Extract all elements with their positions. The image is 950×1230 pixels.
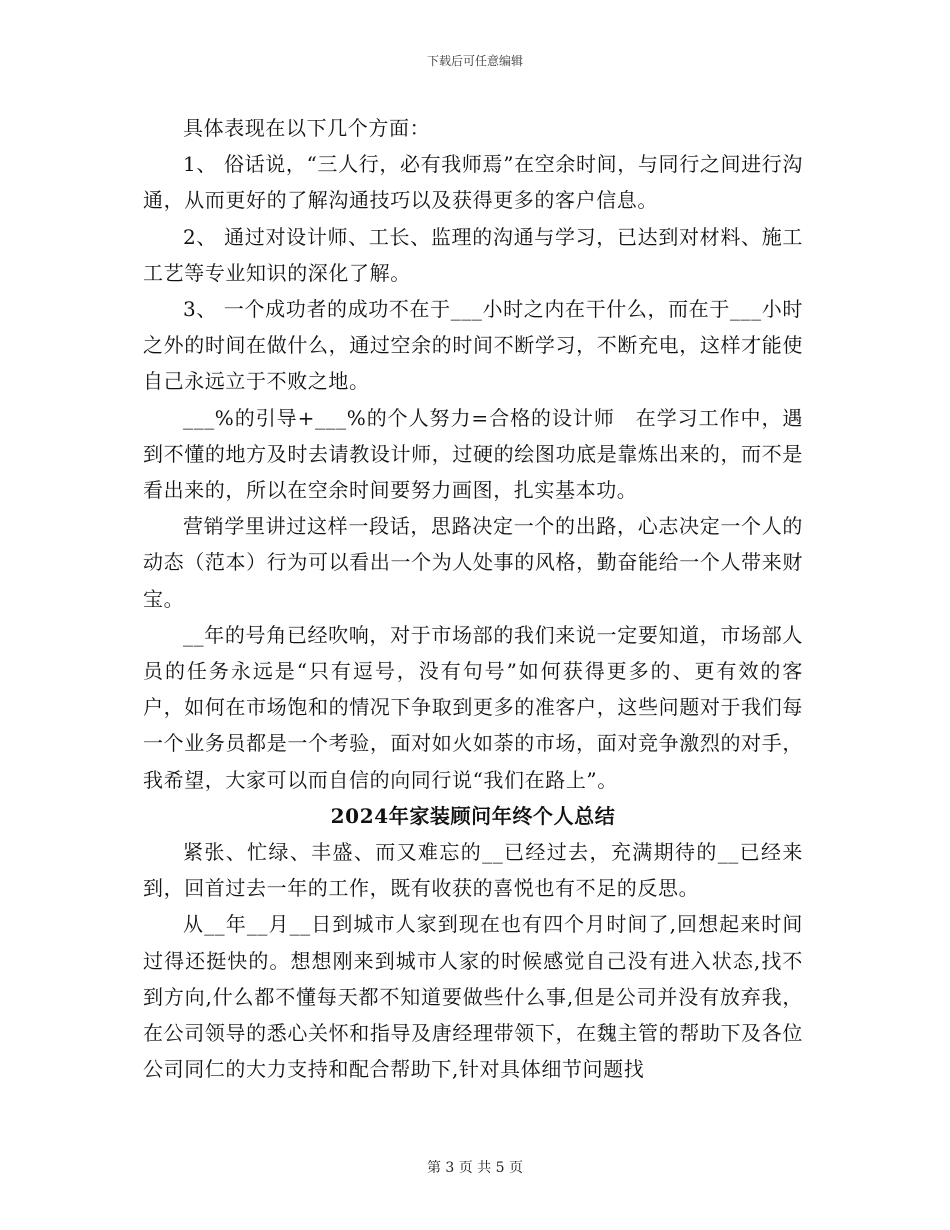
paragraph-guidance: ___%的引导+___%的个人努力=合格的设计师 在学习工作中，遇到不懂的地方及时去请教设计师，过硬的绘图功底是靠炼出来的，而不是看出来的，所以在空余时间要努力画图，扎实基本功。 [143, 405, 803, 503]
paragraph-point-3: 3、 一个成功者的成功不在于___小时之内在干什么，而在于___小时之外的时间在做什么，通过空余的时间不断学习，不断充电，这样才能使自己永远立于不败之地。 [143, 297, 803, 394]
document-body [143, 110, 803, 1087]
paragraph-point-2: 2、 通过对设计师、工长、监理的沟通与学习，已达到对材料、施工工艺等专业知识的深化了解。 [143, 224, 803, 285]
section-title: 2024年家装顾问年终个人总结 [330, 803, 616, 828]
paragraph-new-year: __年的号角已经吹响，对于市场部的我们来说一定要知道，市场部人员的任务永远是“只有逗号，没有句号”如何获得更多的、更有效的客户，如何在市场饱和的情况下争取到更多的准客户，这些问题对于我们每一个业务员都是一个考验，面对如火如荼的市场，面对竞争激烈的对手，我希望，大家可以而自信的向同行说“我们在路上”。 [143, 622, 803, 792]
page-footer: 第 3 页 共 5 页 [426, 1160, 524, 1176]
page-header: 下载后可任意编辑 [426, 54, 523, 68]
paragraph-marketing: 营销学里讲过这样一段话，思路决定一个的出路，心志决定一个人的动态（范本）行为可以看出一个为人处事的风格，勤奋能给一个人带来财宝。 [143, 514, 803, 611]
paragraph-summary-body: 从__年__月__日到城市人家到现在也有四个月时间了,回想起来时间过得还挺快的。想想刚来到城市人家的时候感觉自己没有进入状态,找不到方向,什么都不懂每天都不知道要做些什么事,但是公司并没有放弃我，在公司领导的悉心关怀和指导及唐经理带领下，在魏主管的帮助下及各位公司同仁的大力支持和配合帮助下,针对具体细节问题找 [143, 912, 803, 1082]
paragraph-summary-intro: 紧张、忙绿、丰盛、而又难忘的__已经过去，充满期待的__已经来到，回首过去一年的工作，既有收获的喜悦也有不足的反思。 [143, 840, 803, 901]
paragraph-point-1: 1、 俗话说，“三人行，必有我师焉”在空余时间，与同行之间进行沟通，从而更好的了解沟通技巧以及获得更多的客户信息。 [143, 152, 803, 213]
paragraph-intro: 具体表现在以下几个方面： [183, 116, 431, 140]
